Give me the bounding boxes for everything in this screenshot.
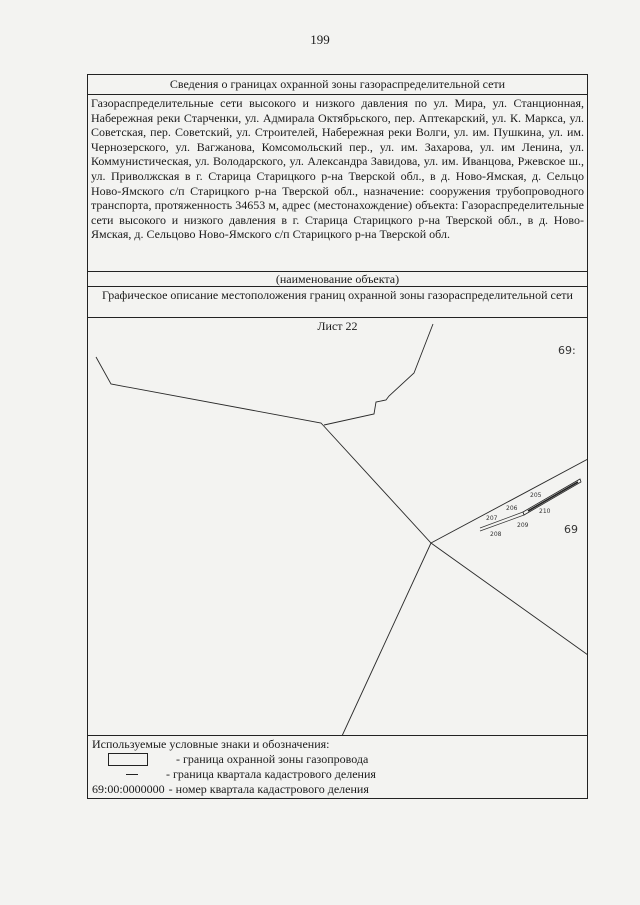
point-label: 207 — [486, 515, 498, 522]
graphic-title: Графическое описание местоположения границ охранной зоны газораспределительной сети — [88, 287, 587, 318]
point-label: 205 — [530, 492, 542, 499]
point-label: 209 — [517, 522, 529, 529]
section-title: Сведения о границах охранной зоны газораспределительной сети — [88, 75, 587, 95]
quarter-boundaries — [96, 324, 587, 736]
object-caption: (наименование объекта) — [88, 272, 587, 287]
legend-title: Используемые условные знаки и обозначения: — [92, 737, 330, 751]
object-description: Газораспределительные сети высокого и низкого давления по ул. Мира, ул. Станционная, Набережная реки Старченки, ул. Адмирала Октябрьского, пер. Аптекарский, ул. К. Маркса, ул. Советская, пер. Советский, ул. Строителей, Набережная реки Волги, ул. им. Пушкина, ул. им. Чернозерского, ул. Вагжанова, Комсомольский пер., ул. им. Захарова, ул. им Ленина, ул. Коммунистическая, ул. Володарского, ул. Александра Завидова, ул. им. Иванцова, Ржевское ш., ул. Приволжская в г. Старица Старицкого р-на Тверской обл., в д. Ново-Ямская, д. Сельцо Ново-Ямского с/п Старицкого р-на Тверской обл., назначение: сооружения трубопроводного транспорта, протяженность 34653 м, адрес (местонахождение) объекта: Газораспределительные сети высокого и низкого давления в г. Старица Старицкого р-на Тверской обл., в д. Ново-Ямская, д. Сельцово Ново-Ямского с/п Старицкого р-на Тверской обл. — [88, 95, 587, 272]
sheet-label: Лист 22 — [317, 319, 358, 333]
legend-item-quarter — [92, 767, 583, 782]
point-label: 208 — [490, 531, 502, 538]
page-number: 199 — [310, 32, 330, 47]
cadastral-map — [88, 318, 587, 736]
map-area — [88, 318, 587, 736]
zone-boundary-symbol — [108, 753, 148, 766]
legend — [88, 736, 587, 798]
legend-text: - номер квартала кадастрового деления — [168, 782, 369, 796]
point-label: 206 — [506, 505, 518, 512]
legend-text: - граница охранной зоны газопровода — [176, 752, 369, 766]
quarter-boundary-symbol — [126, 774, 138, 775]
quarter-label-top: 69: — [558, 344, 576, 357]
legend-item-code — [92, 782, 583, 797]
quarter-label-right: 69 — [564, 523, 578, 536]
quarter-boundary-line — [342, 543, 431, 736]
quarter-boundary-line — [324, 324, 433, 425]
document-sheet — [87, 74, 588, 799]
point-label: 210 — [539, 508, 551, 515]
legend-text: - граница квартала кадастрового деления — [166, 767, 376, 781]
quarter-code: 69:00:0000000 — [92, 782, 165, 796]
legend-item-zone — [92, 752, 583, 767]
